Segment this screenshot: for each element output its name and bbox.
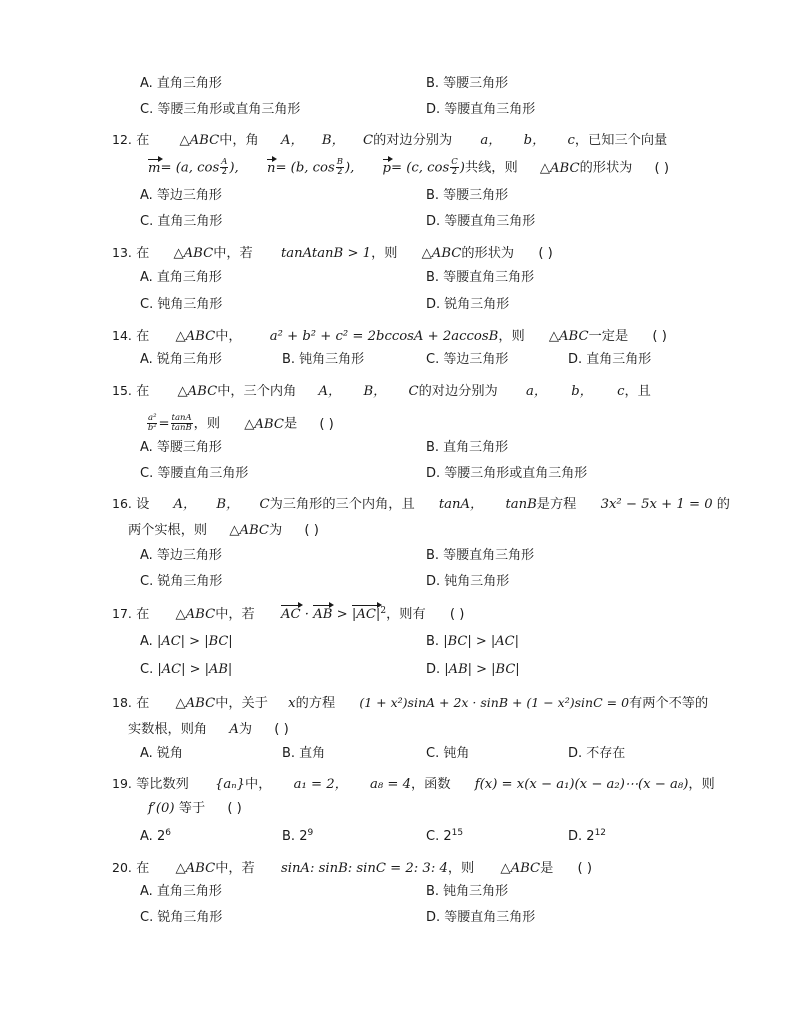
- vector-abs-ac: |AC|: [351, 607, 381, 622]
- q16-stem-line2: [128, 523, 319, 539]
- answer-blank: ( ): [449, 607, 465, 622]
- text: 共线，则: [464, 160, 518, 176]
- q19-option-d: D. $2^{12}$: [568, 828, 607, 844]
- math-var: C: [362, 133, 374, 148]
- text: 设: [136, 497, 150, 512]
- math-triangle: △ABC: [175, 861, 216, 876]
- q18-option-a: A. 锐角: [140, 746, 183, 761]
- q17-option-d: D. |AB| > |BC|: [426, 662, 520, 677]
- text: 为: [238, 722, 253, 737]
- q18-option-c: C. 钝角: [426, 746, 470, 761]
- text: 中，三个内角: [217, 384, 297, 399]
- q16-option-c: C. 锐角三角形: [140, 574, 223, 589]
- q15-option-d: D. 等腰三角形或直角三角形: [426, 466, 588, 481]
- q12-option-d: D. 等腰直角三角形: [426, 214, 536, 229]
- text: 在: [136, 329, 150, 344]
- text: 中，若: [215, 607, 255, 622]
- math-seq: {aₙ}: [215, 777, 246, 792]
- math-var: B，: [216, 497, 240, 512]
- math-var: C: [408, 384, 419, 399]
- math-equation: (1 + x²)sinA + 2x · sinB + (1 − x²)sinC = 0: [359, 695, 630, 710]
- q15-stem-line2: $\frac{\text{a²}}{\text{b²}}$ = $\frac{\tan A}{\tan B}$ ，则 △ABC是 ( ): [147, 413, 334, 433]
- q19-stem-line1: [112, 776, 715, 793]
- q16-option-d: D. 钝角三角形: [426, 574, 510, 589]
- question-number: 20.: [112, 860, 132, 875]
- math-var: b，: [523, 133, 546, 148]
- math-function: f(x) = x(x − a₁)(x − a₂)⋯(x − a₈): [474, 777, 689, 792]
- text: 实数根，则角: [128, 722, 208, 737]
- q17-option-c: C. |AC| > |AB|: [140, 662, 233, 677]
- math-var: A，: [318, 384, 342, 399]
- q13-option-a: A. 直角三角形: [140, 270, 222, 285]
- q13-option-b: B. 等腰直角三角形: [426, 270, 535, 285]
- math-triangle: △ABC: [177, 384, 218, 399]
- math-var: a，: [480, 133, 502, 148]
- q12-stem-line2: [148, 158, 669, 177]
- math-triangle: △ABC: [173, 246, 214, 261]
- text: ，则: [688, 777, 715, 792]
- q12-option-b: B. 等腰三角形: [426, 188, 509, 203]
- q18-option-d: D. 不存在: [568, 746, 626, 761]
- q19-option-c: C. $2^{15}$: [426, 828, 464, 844]
- frac-num: a²: [148, 413, 157, 423]
- math: = (c, cos: [391, 160, 450, 176]
- math-triangle: △ABC: [175, 329, 216, 344]
- vector-n: n: [266, 160, 276, 176]
- text: 中，若: [215, 861, 255, 876]
- math-var: a，: [525, 384, 548, 399]
- vector-m: m: [148, 160, 161, 176]
- text: 中，: [245, 777, 272, 792]
- q14-option-a: A. 锐角三角形: [140, 352, 222, 367]
- text: 在: [136, 246, 150, 261]
- q18-option-b: B. 直角: [282, 746, 326, 761]
- math-triangle: △ABC: [179, 133, 220, 148]
- question-number: 17.: [112, 606, 132, 621]
- math-expr: a₈ = 4: [370, 777, 411, 792]
- q13-option-d: D. 锐角三角形: [426, 297, 510, 312]
- text: 有两个不等的: [629, 696, 709, 711]
- text: 在: [136, 384, 150, 399]
- question-number: 15.: [112, 383, 132, 398]
- q12-option-a: A. 等边三角形: [140, 188, 222, 203]
- q15-stem-line1: [112, 383, 651, 400]
- q20-option-a: A. 直角三角形: [140, 884, 222, 899]
- q14-stem: [112, 328, 667, 345]
- q16-option-a: A. 等边三角形: [140, 548, 222, 563]
- q11-option-b: B. 等腰三角形: [426, 76, 509, 91]
- q17-option-a: A. |AC| > |BC|: [140, 634, 233, 649]
- math-triangle: △ABC: [421, 246, 462, 261]
- frac-num: tanA: [171, 413, 192, 423]
- answer-blank: ( ): [577, 861, 592, 876]
- text: ，则: [447, 861, 475, 876]
- math: ),: [229, 160, 239, 176]
- text: 中，关于: [215, 696, 268, 711]
- math-expr: tanA，: [438, 497, 484, 512]
- text: 两个实根，则: [128, 523, 208, 538]
- math-var: c: [567, 133, 575, 148]
- text: 为: [269, 523, 283, 538]
- question-number: 18.: [112, 695, 132, 710]
- q15-option-b: B. 直角三角形: [426, 440, 509, 455]
- frac-den: 2: [221, 167, 228, 177]
- math-var: B，: [321, 133, 345, 148]
- text: ，函数: [410, 777, 451, 792]
- answer-blank: ( ): [274, 722, 289, 737]
- math-var: c: [617, 384, 625, 399]
- q12-option-c: C. 直角三角形: [140, 214, 223, 229]
- frac-den: b²: [147, 423, 157, 433]
- text: 在: [136, 607, 150, 622]
- q11-option-c: C. 等腰三角形或直角三角形: [140, 102, 301, 117]
- q14-option-c: C. 等边三角形: [426, 352, 509, 367]
- q17-option-b: B. |BC| > |AC|: [426, 634, 519, 649]
- math-var: b，: [571, 384, 593, 399]
- frac-den: tanB: [171, 423, 192, 433]
- question-number: 16.: [112, 496, 132, 511]
- answer-blank: ( ): [538, 246, 553, 261]
- math-expr: a₁ = 2，: [293, 777, 348, 792]
- frac-num: B: [336, 157, 343, 167]
- exponent: 2: [380, 606, 387, 616]
- math: ),: [345, 160, 355, 176]
- q15-option-c: C. 等腰直角三角形: [140, 466, 249, 481]
- math-triangle: △ABC: [175, 696, 216, 711]
- q14-option-d: D. 直角三角形: [568, 352, 652, 367]
- math-expr: a² + b² + c² = 2bccosA + 2accosB: [269, 329, 499, 344]
- vector-ab: AB: [313, 607, 333, 622]
- question-number: 19.: [112, 776, 132, 791]
- answer-blank: ( ): [652, 329, 667, 344]
- text: 的形状为: [461, 246, 515, 261]
- q20-option-d: D. 等腰直角三角形: [426, 910, 536, 925]
- math-triangle: △ABC: [548, 329, 589, 344]
- math: = (b, cos: [275, 160, 335, 176]
- math-var: A，: [280, 133, 304, 148]
- text: 在: [136, 696, 150, 711]
- question-number: 12.: [112, 132, 132, 147]
- text: 在: [136, 861, 150, 876]
- q20-stem: [112, 860, 592, 877]
- q20-option-c: C. 锐角三角形: [140, 910, 223, 925]
- math-expr: tanAtanB > 1: [280, 246, 372, 261]
- question-number: 14.: [112, 328, 132, 343]
- text: 中，若: [213, 246, 253, 261]
- text: ，则: [371, 246, 398, 261]
- answer-blank: ( ): [654, 160, 670, 176]
- answer-blank: ( ): [304, 523, 319, 538]
- math-var: C: [259, 497, 270, 512]
- frac-den: 2: [337, 167, 343, 177]
- q11-option-a: A. 直角三角形: [140, 76, 222, 91]
- text: ，已知三个向量: [574, 133, 668, 148]
- math-var: B，: [363, 384, 387, 399]
- math-var: A: [229, 722, 239, 737]
- text: 的形状为: [579, 160, 633, 176]
- q14-option-b: B. 钝角三角形: [282, 352, 365, 367]
- text: 的对边分别为: [373, 133, 453, 148]
- frac-num: C: [451, 157, 458, 167]
- text: ，则有: [386, 607, 426, 622]
- math-expr: tanB: [505, 497, 537, 512]
- text: ，且: [624, 384, 651, 399]
- text: 在: [136, 133, 150, 148]
- text: 等于: [178, 801, 206, 816]
- frac-den: 2: [451, 167, 458, 177]
- text: 中，: [215, 329, 242, 344]
- text: 是: [283, 416, 298, 432]
- q15-option-a: A. 等腰三角形: [140, 440, 222, 455]
- text: ，则: [498, 329, 525, 344]
- math: = (a, cos: [160, 160, 220, 176]
- text: 是方程: [536, 497, 577, 512]
- text: 的: [716, 497, 730, 512]
- math-triangle: △ABC: [175, 607, 216, 622]
- text: 的方程: [295, 696, 336, 711]
- q19-option-b: B. $2^9$: [282, 828, 314, 844]
- q19-stem-line2: [148, 801, 242, 817]
- q18-stem-line2: [128, 722, 289, 738]
- q13-stem: [112, 245, 553, 262]
- text: 为三角形的三个内角，且: [269, 497, 415, 512]
- math-equation: 3x² − 5x + 1 = 0: [600, 497, 713, 512]
- text: ，则: [193, 416, 221, 432]
- math-expr: f′(0): [148, 801, 175, 816]
- text: 是: [540, 861, 554, 876]
- vector-ac: AC: [280, 607, 301, 622]
- text: 的对边分别为: [418, 384, 498, 399]
- math-triangle: △ABC: [539, 160, 580, 176]
- math-var: A，: [173, 497, 197, 512]
- frac-num: A: [221, 157, 228, 167]
- q12-stem-line1: [112, 132, 667, 149]
- math: ): [459, 160, 465, 176]
- q18-stem-line1: [112, 695, 708, 712]
- answer-blank: ( ): [227, 801, 242, 816]
- text: 等比数列: [136, 777, 189, 792]
- q13-option-c: C. 钝角三角形: [140, 297, 223, 312]
- question-number: 13.: [112, 245, 132, 260]
- answer-blank: ( ): [319, 416, 334, 432]
- math-triangle: △ABC: [229, 523, 270, 538]
- q19-option-a: A. $2^6$: [140, 828, 171, 844]
- math-triangle: △ABC: [500, 861, 541, 876]
- q11-option-d: D. 等腰直角三角形: [426, 102, 536, 117]
- text: 中，角: [219, 133, 259, 148]
- q20-option-b: B. 钝角三角形: [426, 884, 509, 899]
- q16-stem-line1: [112, 496, 730, 513]
- math-var: x: [288, 696, 296, 711]
- q16-option-b: B. 等腰直角三角形: [426, 548, 535, 563]
- math-expr: sinA: sinB: sinC = 2: 3: 4: [280, 861, 448, 876]
- math-triangle: △ABC: [244, 416, 284, 432]
- q17-stem: 17. 在 △ABC中，若 AC · AB > $|AC|^2$，则有 ( ): [112, 606, 465, 622]
- text: 一定是: [588, 329, 629, 344]
- vector-p: p: [382, 160, 391, 176]
